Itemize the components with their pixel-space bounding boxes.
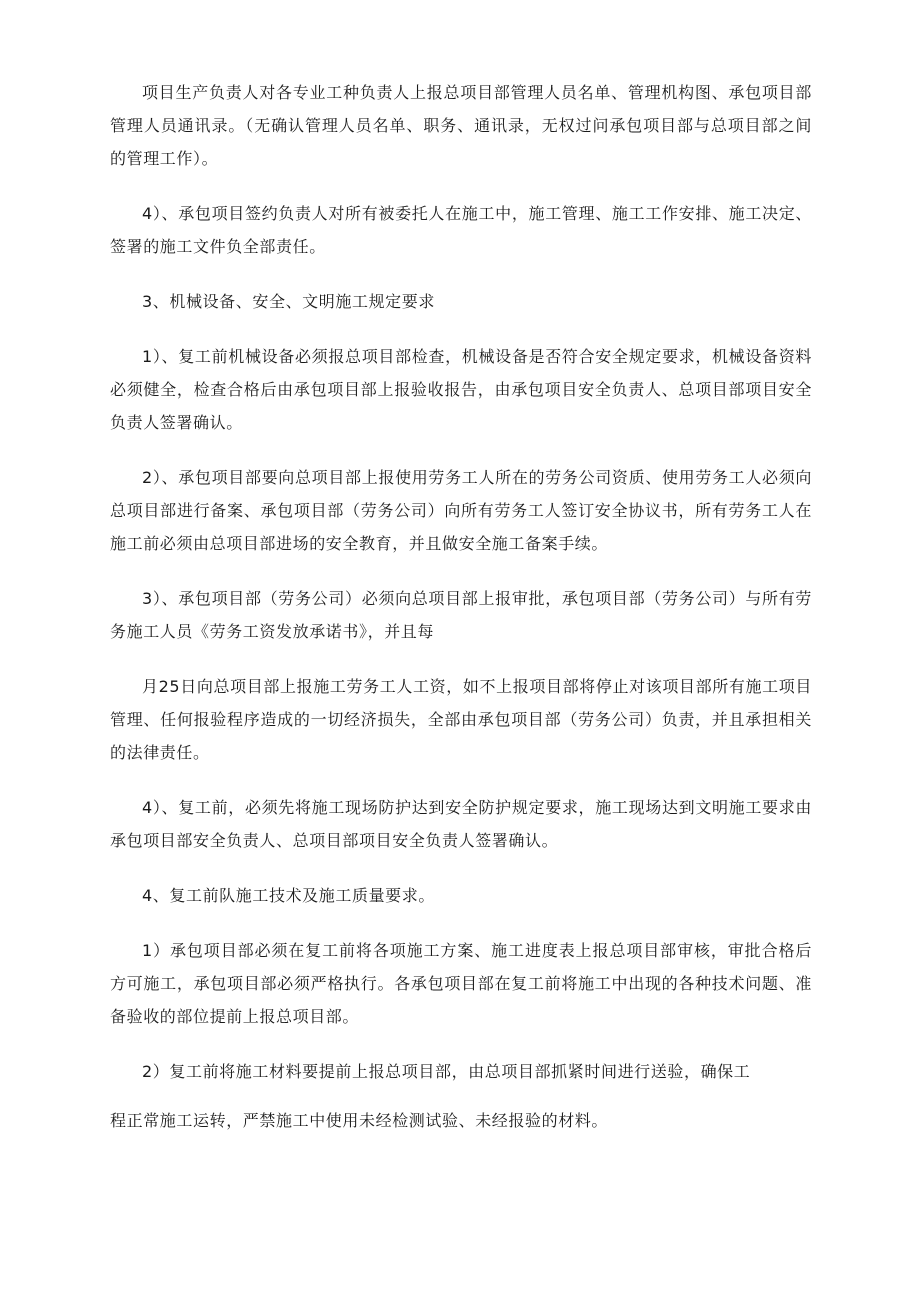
paragraph-materials-inspection-continued: 程正常施工运转，严禁施工中使用未经检测试验、未经报验的材料。	[110, 1111, 609, 1130]
section-heading-technique-quality: 4、复工前队施工技术及施工质量要求。	[142, 886, 435, 905]
paragraph-wage-reporting: 月25日向总项目部上报施工劳务工人工资，如不上报项目部将停止对该项目部所有施工项目管理、任何报验程序造成的一切经济损失，全部由承包项目部（劳务公司）负责，并且承担相关的法律责任。	[110, 677, 812, 762]
paragraph-materials-inspection: 2）复工前将施工材料要提前上报总项目部，由总项目部抓紧时间进行送验，确保工	[142, 1062, 751, 1081]
paragraph-labor-registration: 2）、承包项目部要向总项目部上报使用劳务工人所在的劳务公司资质、使用劳务工人必须向总项目部进行备案、承包项目部（劳务公司）向所有劳务工人签订安全协议书，所有劳务工人在施工前必须由总项目部进场的安全教育，并且做安全施工备案手续。	[110, 468, 812, 553]
paragraph-management-personnel: 项目生产负责人对各专业工种负责人上报总项目部管理人员名单、管理机构图、承包项目部管理人员通讯录。（无确认管理人员名单、职务、通讯录，无权过问承包项目部与总项目部之间的管理工作）。	[110, 83, 812, 168]
paragraph-site-protection: 4）、复工前，必须先将施工现场防护达到安全防护规定要求，施工现场达到文明施工要求由承包项目部安全负责人、总项目部项目安全负责人签署确认。	[110, 798, 812, 850]
paragraph-construction-plan: 1）承包项目部必须在复工前将各项施工方案、施工进度表上报总项目部审核，审批合格后方可施工，承包项目部必须严格执行。各承包项目部在复工前将施工中出现的各种技术问题、准备验收的部位提前上报总项目部。	[110, 941, 812, 1026]
paragraph-wage-commitment: 3）、承包项目部（劳务公司）必须向总项目部上报审批，承包项目部（劳务公司）与所有劳务施工人员《劳务工资发放承诺书》，并且每	[110, 589, 812, 641]
paragraph-signatory-responsibility: 4）、承包项目签约负责人对所有被委托人在施工中，施工管理、施工工作安排、施工决定、签署的施工文件负全部责任。	[110, 204, 812, 256]
paragraph-machinery-inspection: 1）、复工前机械设备必须报总项目部检查，机械设备是否符合安全规定要求，机械设备资料必须健全，检查合格后由承包项目部上报验收报告，由承包项目安全负责人、总项目部项目安全负责人签署确认。	[110, 347, 812, 432]
section-heading-machinery-safety: 3、机械设备、安全、文明施工规定要求	[142, 292, 435, 311]
